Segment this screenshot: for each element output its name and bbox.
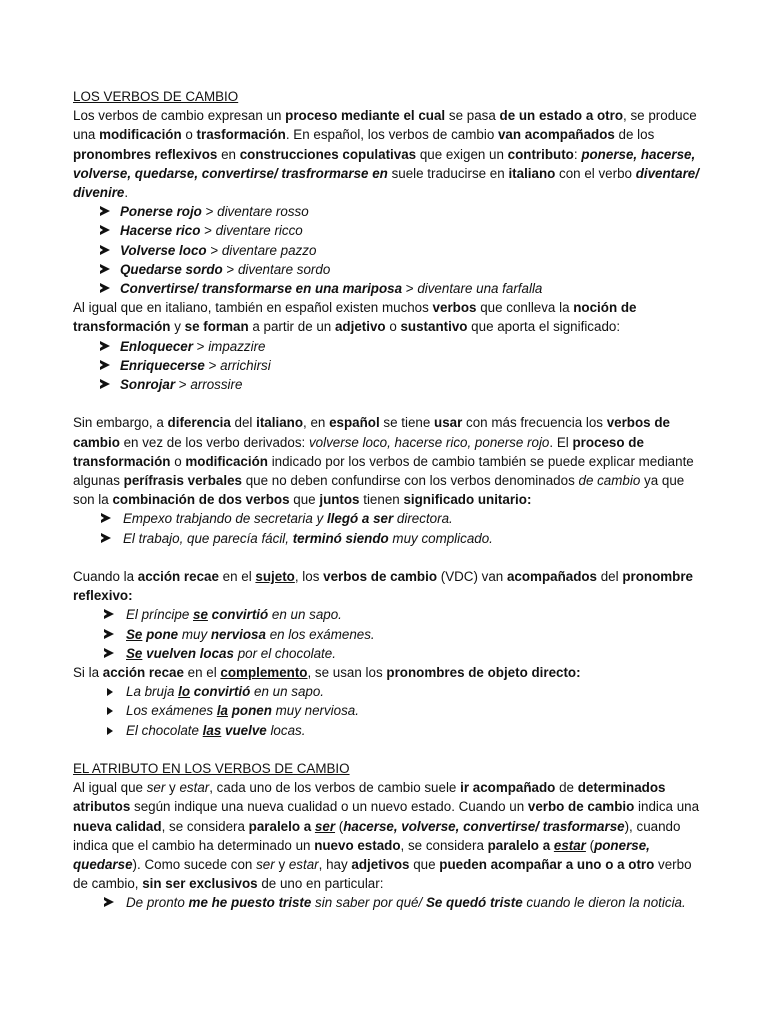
list-item <box>73 221 702 240</box>
list-item-text: Volverse loco > diventare pazzo <box>120 242 317 258</box>
list-item <box>73 337 702 356</box>
blank-line <box>73 394 702 413</box>
list-item-text: Convertirse/ transformarse en una mariposa > diventare una farfalla <box>120 281 543 297</box>
bullet-list <box>73 682 702 740</box>
arrow-bullet-icon <box>100 245 110 255</box>
list-item-text: El príncipe se convirtió en un sapo. <box>126 607 342 623</box>
arrow-bullet-icon <box>104 609 114 619</box>
triangle-bullet-icon <box>107 727 113 735</box>
section-heading: EL ATRIBUTO EN LOS VERBOS DE CAMBIO <box>73 761 350 777</box>
arrow-bullet-icon <box>104 629 114 639</box>
list-item <box>73 279 702 298</box>
list-item <box>73 375 702 394</box>
list-item-text: Enriquecerse > arrichirsi <box>120 357 271 373</box>
arrow-bullet-icon <box>100 283 110 293</box>
arrow-bullet-icon <box>100 360 110 370</box>
paragraph: Si la acción recae en el complemento, se usan los pronombres de objeto directo: <box>73 665 581 681</box>
list-item <box>73 356 702 375</box>
arrow-bullet-icon <box>100 225 110 235</box>
arrow-bullet-icon <box>104 897 114 907</box>
bullet-list <box>73 893 702 912</box>
bullet-list <box>73 509 702 547</box>
bullet-list <box>73 202 702 298</box>
arrow-bullet-icon <box>104 648 114 658</box>
paragraph: Cuando la acción recae en el sujeto, los verbos de cambio (VDC) van acompañados del pronombre reflexivo: <box>73 569 694 604</box>
blank-line <box>73 740 702 759</box>
bullet-list <box>73 337 702 395</box>
list-item <box>73 605 702 624</box>
paragraph: Al igual que ser y estar, cada uno de los verbos de cambio suele ir acompañado de determinados atributos según indique una nueva cualidad o un nuevo estado. Cuando un verbo de cambio indica una nueva calidad, se considera paralelo a ser (hacerse, volverse, convertirse/ trasformarse), cuando indica que el cambio ha determinado un nuevo estado, se considera paralelo a estar (ponerse, quedarse). Como sucede con ser y estar, hay adjetivos que pueden acompañar a uno o a otro verbo de cambio, sin ser exclusivos de uno en particular: <box>73 780 700 892</box>
list-item <box>73 682 702 701</box>
list-item-text: Sonrojar > arrossire <box>120 377 243 393</box>
section-heading: LOS VERBOS DE CAMBIO <box>73 89 239 104</box>
list-item <box>73 644 702 663</box>
triangle-bullet-icon <box>107 707 113 715</box>
list-item <box>73 509 702 528</box>
list-item-text: Empexo trabjando de secretaria y llegó a ser directora. <box>123 511 453 527</box>
list-item-text: Se vuelven locas por el chocolate. <box>126 645 336 661</box>
paragraph: Los verbos de cambio expresan un proceso mediante el cual se pasa de un estado a otro, se produce una modificación o trasformación. En español, los verbos de cambio van acompañados de los pronombres reflexivos en construcciones copulativas que exigen un contributo: ponerse, hacerse, volverse, quedarse, convertirse/ trasfrormarse en suele traducirse en italiano con el verbo diventare/ divenire. <box>73 108 699 201</box>
list-item-text: De pronto me he puesto triste sin saber por qué/ Se quedó triste cuando le dieron la noticia. <box>126 895 686 911</box>
triangle-bullet-icon <box>107 688 113 696</box>
paragraph: Sin embargo, a diferencia del italiano, en español se tiene usar con más frecuencia los verbos de cambio en vez de los verbo derivados: volverse loco, hacerse rico, ponerse rojo. El proceso de transformación o modificación indicado por los verbos de cambio también se puede explicar mediante algunas perífrasis verbales que no deben confundirse con los verbos denominados de cambio ya que son la combinación de dos verbos que juntos tienen significado unitario: <box>73 415 694 508</box>
list-item <box>73 260 702 279</box>
list-item <box>73 625 702 644</box>
list-item-text: Hacerse rico > diventare ricco <box>120 223 303 239</box>
arrow-bullet-icon <box>101 513 111 523</box>
list-item <box>73 241 702 260</box>
arrow-bullet-icon <box>100 341 110 351</box>
arrow-bullet-icon <box>100 264 110 274</box>
list-item <box>73 721 702 740</box>
list-item-text: Se pone muy nerviosa en los exámenes. <box>126 626 375 642</box>
list-item <box>73 701 702 720</box>
list-item <box>73 202 702 221</box>
bullet-list <box>73 605 702 663</box>
list-item-text: El trabajo, que parecía fácil, terminó siendo muy complicado. <box>123 530 493 546</box>
list-item <box>73 529 702 548</box>
arrow-bullet-icon <box>100 206 110 216</box>
arrow-bullet-icon <box>100 379 110 389</box>
blank-line <box>73 548 702 567</box>
list-item-text: Enloquecer > impazzire <box>120 338 266 354</box>
list-item <box>73 893 702 912</box>
list-item-text: Quedarse sordo > diventare sordo <box>120 261 331 277</box>
list-item-text: La bruja lo convirtió en un sapo. <box>126 684 325 700</box>
list-item-text: Los exámenes la ponen muy nerviosa. <box>126 703 359 719</box>
list-item-text: El chocolate las vuelve locas. <box>126 722 306 738</box>
list-item-text: Ponerse rojo > diventare rosso <box>120 204 309 220</box>
paragraph: Al igual que en italiano, también en español existen muchos verbos que conlleva la noción de transformación y se forman a partir de un adjetivo o sustantivo que aporta el significado: <box>73 300 637 335</box>
arrow-bullet-icon <box>101 533 111 543</box>
